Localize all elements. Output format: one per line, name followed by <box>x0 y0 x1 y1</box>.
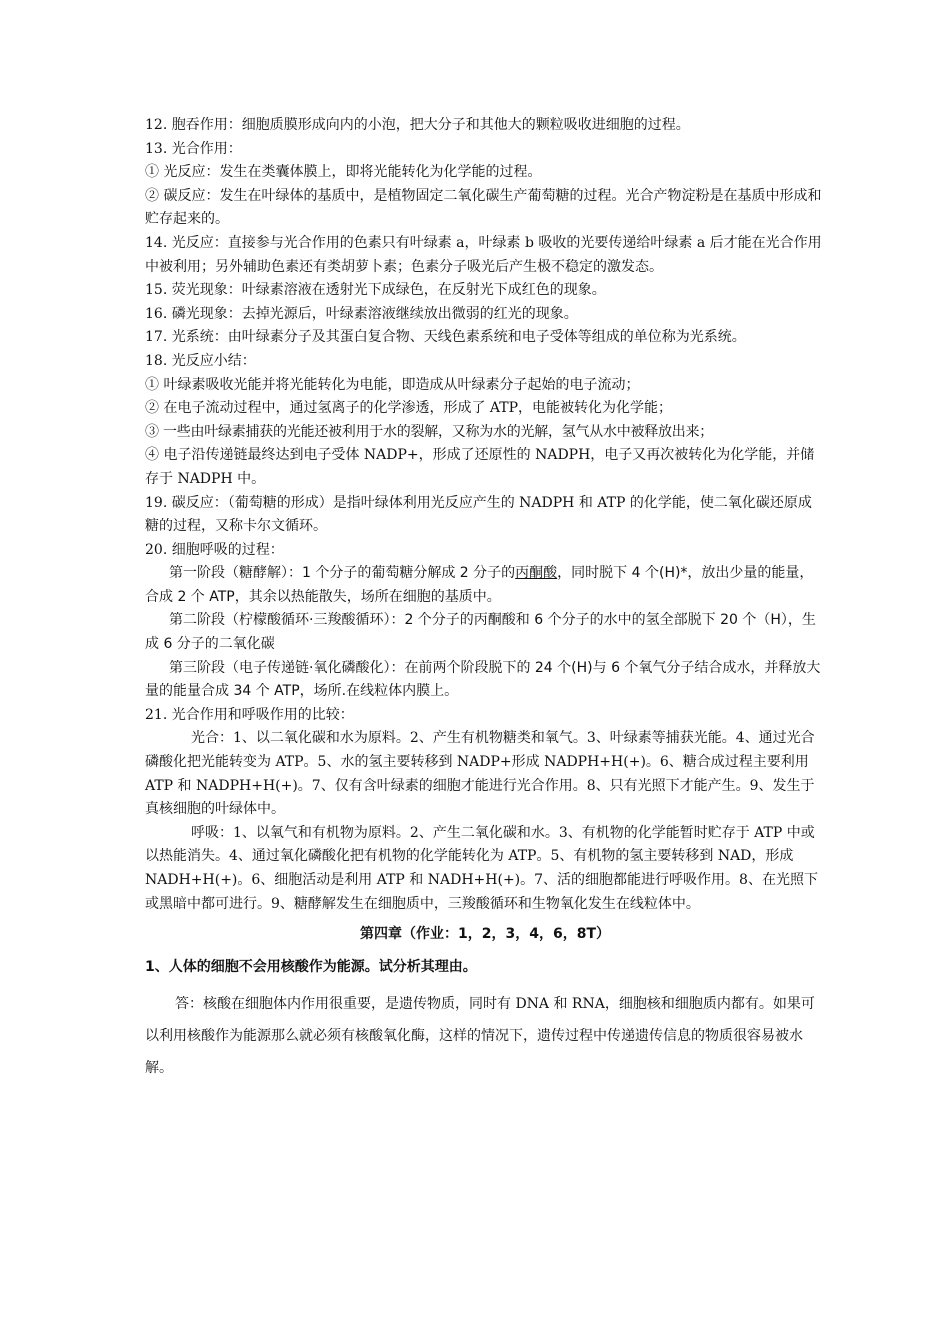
item-16: 16. 磷光现象：去掉光源后，叶绿素溶液继续放出微弱的红光的现象。 <box>145 305 578 322</box>
stage-1-text-a: 第一阶段（糖酵解）：1 个分子的葡萄糖分解成 2 分子的 <box>169 565 516 582</box>
item-14: 14. 光反应：直接参与光合作用的色素只有叶绿素 a，叶绿素 b 吸收的光要传递给叶绿素 a 后才能在光合作用中被利用；另外辅助色素还有类胡萝卜素；色素分子吸光后产生极不稳定的激发态。 <box>145 234 822 275</box>
item-13-carbon-reaction: ② 碳反应：发生在叶绿体的基质中，是植物固定二氧化碳生产葡萄糖的过程。光合产物淀粉是在基质中形成和贮存起来的。 <box>145 187 822 228</box>
item-20: 20. 细胞呼吸的过程： <box>145 541 284 558</box>
item-19: 19. 碳反应：（葡萄糖的形成）是指叶绿体利用光反应产生的 NADPH 和 ATP 的化学能，使二氧化碳还原成糖的过程，又称卡尔文循环。 <box>145 494 812 535</box>
chapter-heading: 第四章（作业：1，2，3，4，6，8T） <box>360 926 610 943</box>
item-13-light-reaction: ① 光反应：发生在类囊体膜上，即将光能转化为化学能的过程。 <box>145 164 542 181</box>
stage-1-text-b: ，同时脱下 4 个(H)*，放出少量的能量，合成 2 个 ATP，其余以热能散失，场所在细胞的基质中。 <box>145 565 814 605</box>
question-1-title: 1、人体的细胞不会用核酸作为能源。试分析其理由。 <box>145 959 477 976</box>
question-1-answer: 答：核酸在细胞体内作用很重要，是遗传物质，同时有 DNA 和 RNA，细胞核和细胞质内都有。如果可以利用核酸作为能源那么就必须有核酸氧化酶，这样的情况下，遗传过程中传递遗传信息的物质很容易被水解。 <box>145 996 815 1077</box>
item-20-stage-3: 第三阶段（电子传递链·氧化磷酸化）：在前两个阶段脱下的 24 个(H)与 6 个氧气分子结合成水，并释放大量的能量合成 34 个 ATP，场所.在线粒体内膜上。 <box>145 659 821 700</box>
item-18-point-2: ② 在电子流动过程中，通过氢离子的化学渗透，形成了 ATP，电能被转化为化学能； <box>145 400 673 417</box>
item-18-point-3: ③ 一些由叶绿素捕获的光能还被利用于水的裂解，又称为水的光解，氢气从水中被释放出来； <box>145 423 713 440</box>
item-17: 17. 光系统：由叶绿素分子及其蛋白复合物、天线色素系统和电子受体等组成的单位称为光系统。 <box>145 329 746 346</box>
item-18-point-4: ④ 电子沿传递链最终达到电子受体 NADP+，形成了还原性的 NADPH，电子又再次被转化为化学能，并储存于 NADPH 中。 <box>145 447 815 487</box>
item-21-photosynthesis: 光合：1、以二氧化碳和水为原料。2、产生有机物糖类和氧气。3、叶绿素等捕获光能。4、通过光合磷酸化把光能转变为 ATP。5、水的氢主要转移到 NADP+形成 NADPH+H(+)。6、糖合成过程主要利用 ATP 和 NADPH+H(+)。7、仅有含叶绿素的细胞才能进行光合作用。8、只有光照下才能产生。9、发生于真核细胞的叶绿体中。 <box>145 730 815 818</box>
item-18: 18. 光反应小结： <box>145 352 256 369</box>
pyruvate-underlined: 丙酮酸 <box>515 565 558 582</box>
document-page <box>145 114 825 1084</box>
item-15: 15. 荧光现象：叶绿素溶液在透射光下成绿色，在反射光下成红色的现象。 <box>145 282 606 299</box>
item-13: 13. 光合作用： <box>145 140 242 157</box>
item-12: 12. 胞吞作用：细胞质膜形成向内的小泡，把大分子和其他大的颗粒吸收进细胞的过程。 <box>145 117 690 133</box>
item-21: 21. 光合作用和呼吸作用的比较： <box>145 706 354 723</box>
item-20-stage-2: 第二阶段（柠檬酸循环·三羧酸循环）：2 个分子的丙酮酸和 6 个分子的水中的氢全部脱下 20 个（H），生成 6 分子的二氧化碳 <box>145 612 816 653</box>
item-21-respiration: 呼吸：1、以氧气和有机物为原料。2、产生二氧化碳和水。3、有机物的化学能暂时贮存于 ATP 中或以热能消失。4、通过氧化磷酸化把有机物的化学能转化为 ATP。5、有机物的氢主要转移到 NAD，形成 NADH+H(+)。6、细胞活动是利用 ATP 和 NADH+H(+)。7、活的细胞都能进行呼吸作用。8、在光照下或黑暗中都可进行。9、糖酵解发生在细胞质中，三羧酸循环和生物氧化发生在线粒体中。 <box>145 824 818 912</box>
item-18-point-1: ① 叶绿素吸收光能并将光能转化为电能，即造成从叶绿素分子起始的电子流动； <box>145 376 640 393</box>
item-20-stage-1 <box>145 562 825 609</box>
